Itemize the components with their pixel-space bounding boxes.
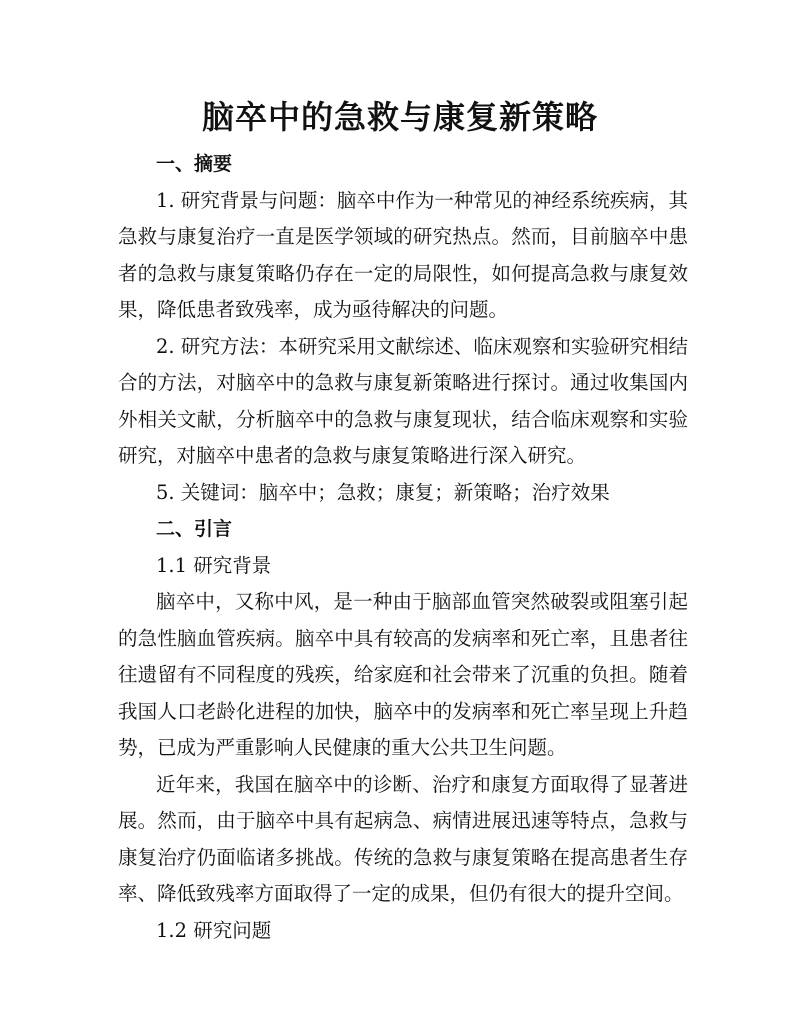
keywords-paragraph: 5. 关键词：脑卒中；急救；康复；新策略；治疗效果 (156, 480, 610, 504)
abstract-background-paragraph: 1. 研究背景与问题：脑卒中作为一种常见的神经系统疾病，其急救与康复治疗一直是医学领域的研究热点。然而，目前脑卒中患者的急救与康复策略仍存在一定的局限性，如何提高急救与康复效果，降低患者致残率，成为亟待解决的问题。 (118, 188, 688, 321)
background-paragraph-2: 近年来，我国在脑卒中的诊断、治疗和康复方面取得了显著进展。然而，由于脑卒中具有起病急、病情进展迅速等特点，急救与康复治疗仍面临诸多挑战。传统的急救与康复策略在提高患者生存率、降低致残率方面取得了一定的成果，但仍有很大的提升空间。 (118, 772, 688, 905)
document-body (118, 146, 688, 949)
section-heading-abstract: 一、摘要 (156, 153, 233, 175)
background-paragraph-1: 脑卒中，又称中风，是一种由于脑部血管突然破裂或阻塞引起的急性脑血管疾病。脑卒中具有较高的发病率和死亡率，且患者往往遗留有不同程度的残疾，给家庭和社会带来了沉重的负担。随着我国人口老龄化进程的加快，脑卒中的发病率和死亡率呈现上升趋势，已成为严重影响人民健康的重大公共卫生问题。 (118, 590, 688, 759)
subsection-heading-background: 1.1 研究背景 (156, 553, 272, 577)
abstract-method-paragraph: 2. 研究方法：本研究采用文献综述、临床观察和实验研究相结合的方法，对脑卒中的急救与康复新策略进行探讨。通过收集国内外相关文献，分析脑卒中的急救与康复现状，结合临床观察和实验研究，对脑卒中患者的急救与康复策略进行深入研究。 (118, 334, 688, 467)
section-heading-introduction: 二、引言 (156, 518, 233, 540)
subsection-heading-research-question: 1.2 研究问题 (156, 918, 272, 942)
document-title: 脑卒中的急救与康复新策略 (201, 98, 598, 136)
